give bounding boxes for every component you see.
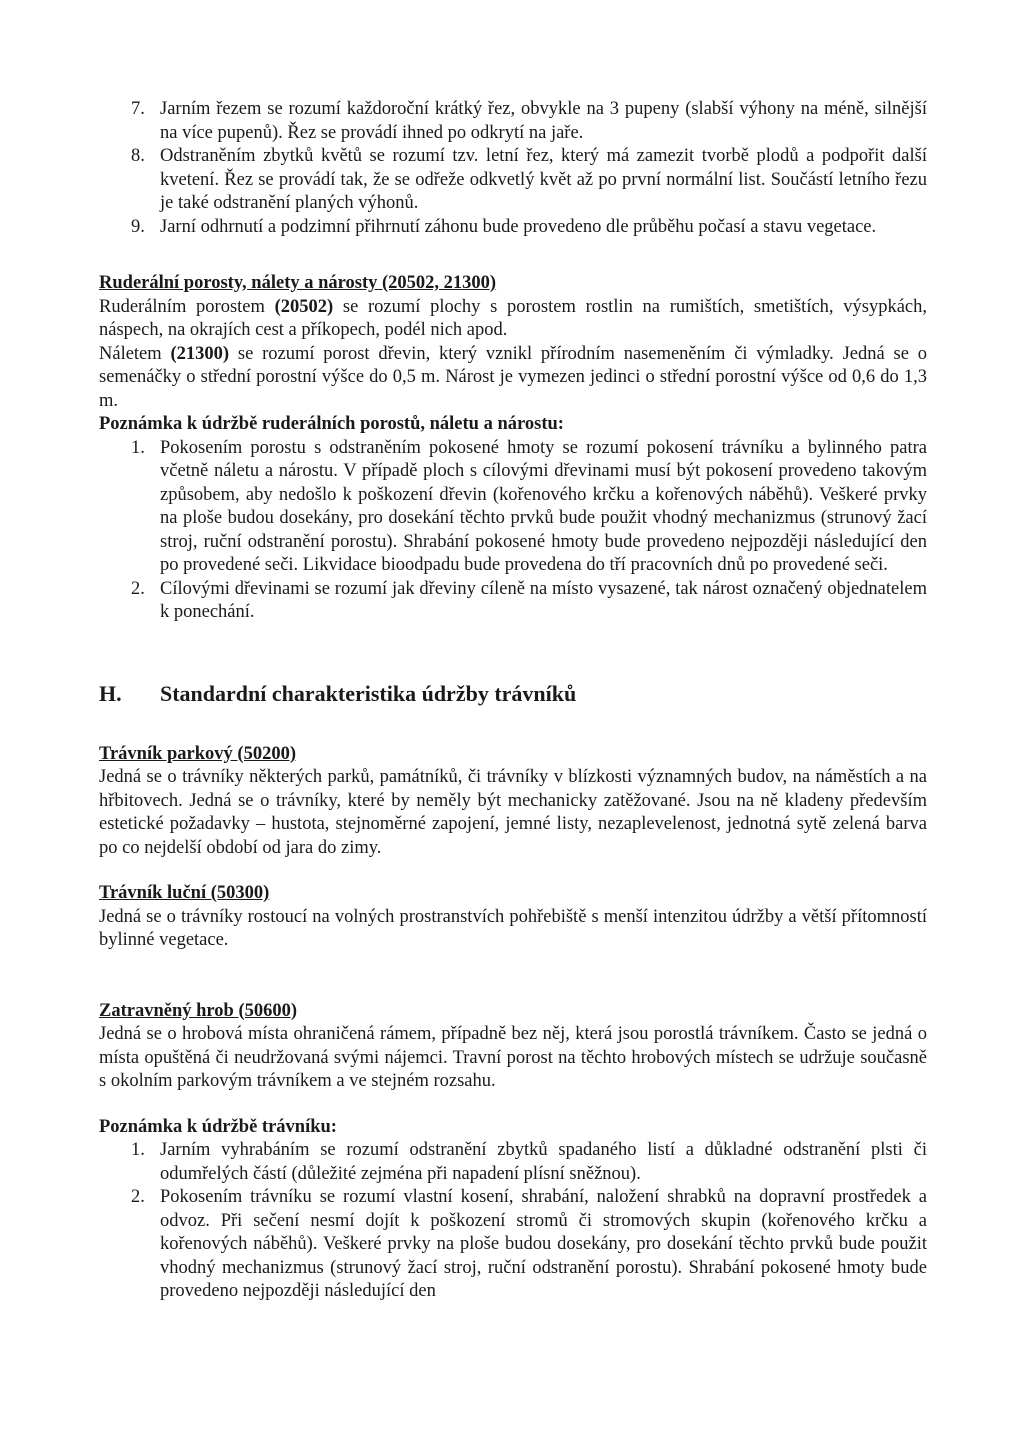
list-number: 2. (131, 578, 145, 599)
list-item (99, 145, 927, 216)
chapter-heading (99, 680, 927, 708)
list-text: Odstraněním zbytků květů se rozumí tzv. letní řez, který má zamezit tvorbě plodů a podpořit další kvetení. Řez se provádí tak, že se odřeže odkvetlý květ až po první normální list. Součástí letního řezu je také odstranění planých výhonů. (160, 146, 927, 213)
list-number: 2. (131, 1187, 145, 1207)
list-item (99, 578, 927, 625)
maintenance-list-top (99, 98, 927, 239)
list-number: 1. (131, 1140, 145, 1160)
list-item (99, 437, 927, 578)
list-item (99, 1139, 927, 1186)
list-text: Jarním vyhrabáním se rozumí odstranění zbytků spadaného listí a důkladné odstranění plsti či odumřelých částí (důležité zejména při napadení plísní sněžnou). (160, 1140, 927, 1184)
list-text: Jarní odhrnutí a podzimní přihrnutí záhonu bude provedeno dle průběhu počasí a stavu vegetace. (160, 216, 877, 237)
ruderal-heading: Ruderální porosty, nálety a nárosty (20502, 21300) (99, 273, 497, 293)
ruderal-note-heading: Poznámka k údržbě ruderálních porostů, náletu a nárostu: (99, 414, 564, 434)
ruderal-code: (20502) (274, 296, 334, 317)
list-item (99, 1186, 927, 1304)
list-number: 1. (131, 437, 145, 458)
grass-grave-text: Jedná se o hrobová místa ohraničená rámem, případně bez něj, která jsou porostlá trávníkem. Často se jedná o místa opuštěná či neudržovaná svými nájemci. Travní porost na těchto hrobových místech se udržuje současně s okolním parkovým trávníkem a ve stejném rozsahu. (99, 1024, 927, 1091)
list-item (99, 98, 927, 145)
park-lawn-heading: Trávník parkový (50200) (99, 743, 297, 764)
lawn-note-heading: Poznámka k údržbě trávníku: (99, 1116, 337, 1137)
meadow-lawn-heading: Trávník luční (50300) (99, 883, 270, 903)
seedling-paragraph: Náletem (21300) se rozumí porost dřevin, který vznikl přírodním nasemeněním či výmladky. Jedná se o semenáčky o střední porostní výšce do 0,5 m. Nárost je vymezen jedinci o střední porostní výšce od 0,6 do 1,3 m. (99, 343, 927, 411)
chapter-letter: H. (99, 680, 122, 706)
seedling-code: (21300) (170, 343, 230, 364)
list-item (99, 216, 927, 240)
list-text: Cílovými dřevinami se rozumí jak dřeviny cíleně na místo vysazené, tak nárost označený objednatelem k ponechání. (160, 578, 927, 622)
ruderal-note-list (99, 437, 927, 625)
list-number: 7. (131, 99, 145, 119)
lawn-note-list (99, 1139, 927, 1304)
list-number: 9. (131, 216, 145, 237)
chapter-title: Standardní charakteristika údržby trávníků (160, 680, 577, 706)
ruderal-paragraph: Ruderálním porostem (20502) se rozumí plochy s porostem rostlin na rumištích, smetištích, výsypkách, náspech, na okrajích cest a příkopech, podél nich apod. (99, 296, 927, 340)
park-lawn-text: Jedná se o trávníky některých parků, památníků, či trávníky v blízkosti významných budov, na náměstích a na hřbitovech. Jedná se o trávníky, které by neměly být mechanicky zatěžované. Jsou na ně kladeny především estetické požadavky – hustota, stejnoměrné zapojení, jemné listy, nezaplevelenost, jednotná sytě zelená barva po co nejdelší období od jara do zimy. (99, 767, 927, 858)
grass-grave-heading: Zatravněný hrob (50600) (99, 1000, 298, 1021)
list-number: 8. (131, 146, 145, 166)
meadow-lawn-text: Jedná se o trávníky rostoucí na volných prostranstvích pohřebiště s menší intenzitou údržby a větší přítomností bylinné vegetace. (99, 906, 927, 950)
list-text: Pokosením trávníku se rozumí vlastní kosení, shrabání, naložení shrabků na dopravní prostředek a odvoz. Při sečení nesmí dojít k poškození stromů či stromových skupin (kořenového krčku a kořenových náběhů). Veškeré prvky na ploše budou dosekány, pro dosekání těchto prvků bude použit vhodný mechanizmus (strunový žací stroj, ruční odstranění porostu). Shrabání pokosené hmoty bude provedeno nejpozději následující den (160, 1187, 927, 1301)
list-text: Jarním řezem se rozumí každoroční krátký řez, obvykle na 3 pupeny (slabší výhony na méně, silnější na více pupenů). Řez se provádí ihned po odkrytí na jaře. (160, 99, 927, 143)
list-text: Pokosením porostu s odstraněním pokosené hmoty se rozumí pokosení trávníku a bylinného patra včetně náletu a nárostu. V případě ploch s cílovými dřevinami musí být pokosení provedeno takovým způsobem, aby nedošlo k poškození dřevin (kořenového krčku a kořenových náběhů). Veškeré prvky na ploše budou dosekány, pro dosekání těchto prvků bude použit vhodný mechanizmus (strunový žací stroj, ruční odstranění porostu). Shrabání pokosené hmoty bude provedeno nejpozději následující den po provedené seči. Likvidace bioodpadu bude provedena do tří pracovních dnů po provedené seči. (160, 437, 927, 575)
document-page (99, 98, 927, 1304)
